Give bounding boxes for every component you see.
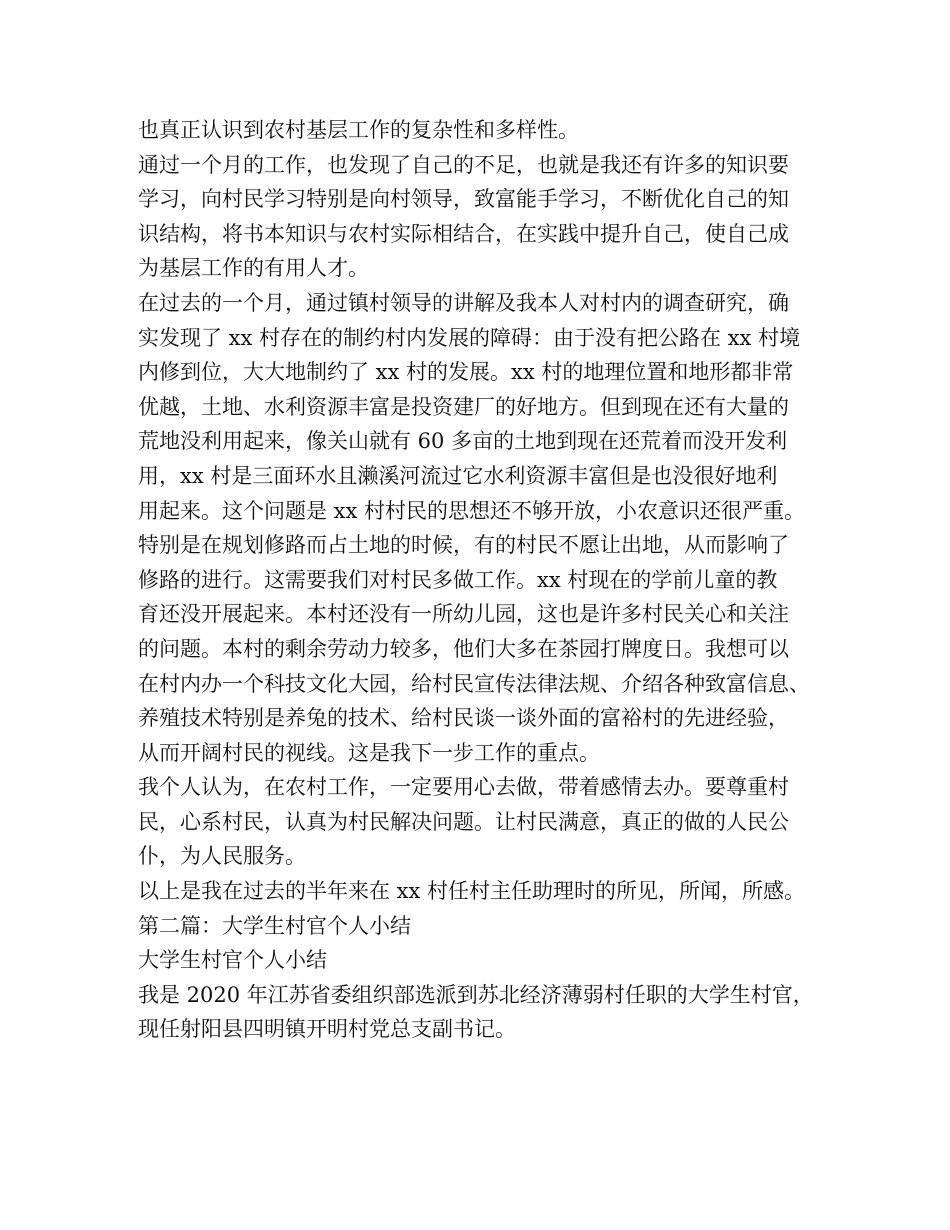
text-line: 用起来。这个问题是 xx 村村民的思想还不够开放，小农意识还很严重。	[138, 498, 806, 523]
text-line: 用，xx 村是三面环水且濑溪河流过它水利资源丰富但是也没很好地利	[138, 463, 778, 488]
text-line: 育还没开展起来。本村还没有一所幼儿园，这也是许多村民关心和关注	[138, 602, 789, 627]
text-line: 为基层工作的有用人才。	[138, 256, 369, 281]
text-line: 在过去的一个月，通过镇村领导的讲解及我本人对村内的调查研究，确	[138, 290, 789, 315]
text-line: 通过一个月的工作，也发现了自己的不足，也就是我还有许多的知识要	[138, 152, 789, 177]
text-line: 现任射阳县四明镇开明村党总支副书记。	[138, 1017, 516, 1042]
article-title: 大学生村官个人小结	[138, 948, 327, 973]
text-line: 修路的进行。这需要我们对村民多做工作。xx 村现在的学前儿童的教	[138, 567, 778, 592]
text-line: 以上是我在过去的半年来在 xx 村任村主任助理时的所见，所闻，所感。	[138, 879, 806, 904]
text-line: 实发现了 xx 村存在的制约村内发展的障碍：由于没有把公路在 xx 村境	[138, 325, 801, 350]
section-heading: 第二篇：大学生村官个人小结	[138, 913, 411, 938]
text-line: 特别是在规划修路而占土地的时候，有的村民不愿让出地，从而影响了	[138, 533, 789, 558]
text-line: 从而开阔村民的视线。这是我下一步工作的重点。	[138, 740, 600, 765]
text-line: 在村内办一个科技文化大园，给村民宣传法律法规、介绍各种致富信息、	[138, 671, 810, 696]
text-line: 的问题。本村的剩余劳动力较多，他们大多在茶园打牌度日。我想可以	[138, 636, 789, 661]
text-line: 仆，为人民服务。	[138, 844, 306, 869]
text-line: 也真正认识到农村基层工作的复杂性和多样性。	[138, 118, 579, 142]
text-line: 识结构，将书本知识与农村实际相结合，在实践中提升自己，使自己成	[138, 221, 789, 246]
text-line: 内修到位，大大地制约了 xx 村的发展。xx 村的地理位置和地形都非常	[138, 360, 794, 385]
text-line: 养殖技术特别是养兔的技术、给村民谈一谈外面的富裕村的先进经验，	[138, 706, 789, 731]
document-body	[138, 113, 838, 1047]
text-line: 荒地没利用起来，像关山就有 60 多亩的土地到现在还荒着而没开发利	[138, 429, 788, 454]
text-line: 我是 2020 年江苏省委组织部选派到苏北经济薄弱村任职的大学生村官，	[138, 982, 814, 1007]
text-line: 学习，向村民学习特别是向村领导，致富能手学习，不断优化自己的知	[138, 187, 789, 212]
text-line: 民，心系村民，认真为村民解决问题。让村民满意，真正的做的人民公	[138, 809, 789, 834]
text-line: 优越，土地、水利资源丰富是投资建厂的好地方。但到现在还有大量的	[138, 394, 789, 419]
text-line: 我个人认为，在农村工作，一定要用心去做，带着感情去办。要尊重村	[138, 775, 789, 800]
